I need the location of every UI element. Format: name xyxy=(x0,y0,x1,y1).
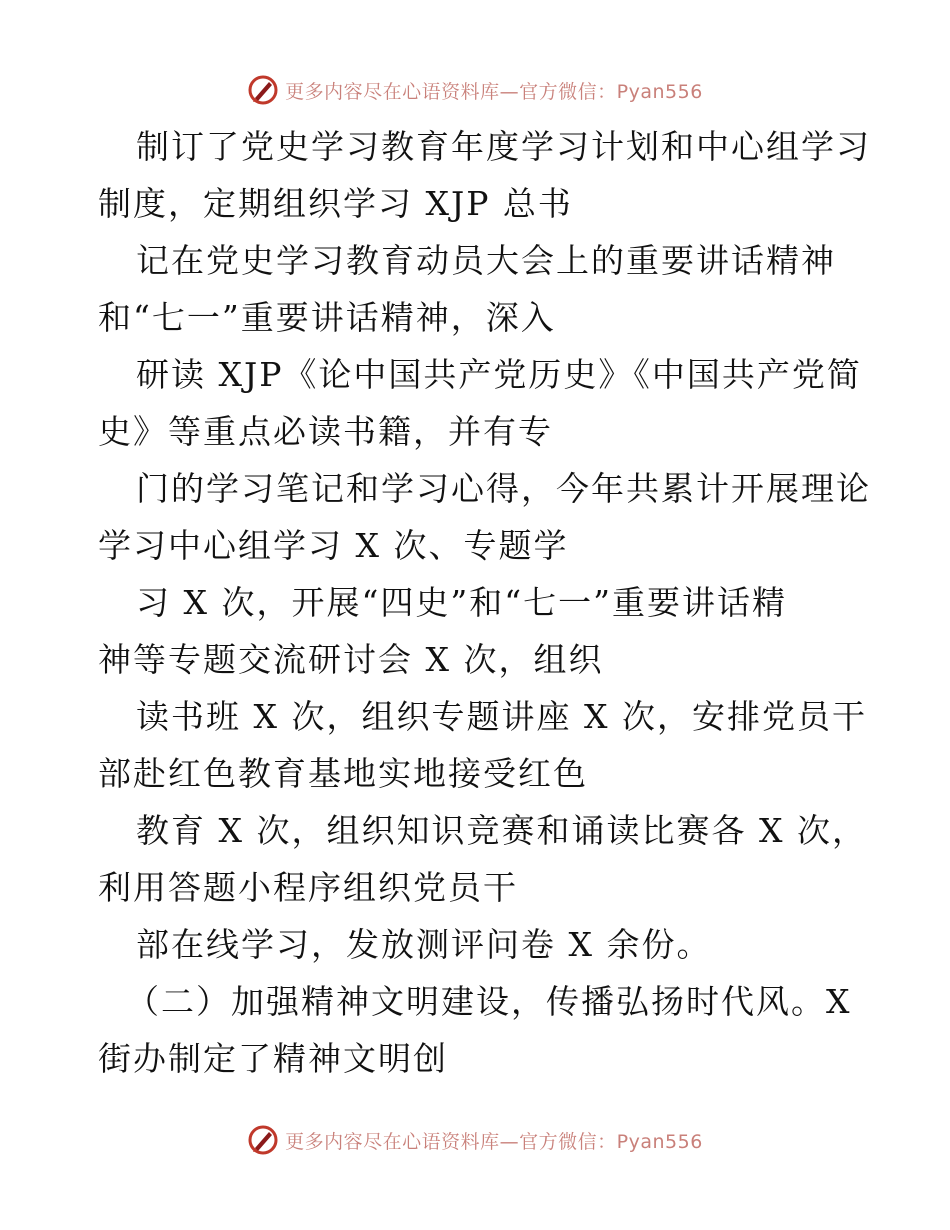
text-line: 利用答题小程序组织党员干 xyxy=(98,868,518,907)
watermark-text: 更多内容尽在心语资料库—官方微信：Pyan556 xyxy=(285,1130,703,1153)
text-line: 记在党史学习教育动员大会上的重要讲话精神 xyxy=(136,241,836,280)
footer-watermark xyxy=(0,1120,950,1160)
text-line: 门的学习笔记和学习心得，今年共累计开展理论 xyxy=(136,469,871,508)
text-line: 习 X 次，开展“四史”和“七一”重要讲话精 xyxy=(136,583,787,622)
text-line: 史》等重点必读书籍，并有专 xyxy=(98,412,553,451)
text-line: 教育 X 次，组织知识竞赛和诵读比赛各 X 次， xyxy=(136,811,867,850)
text-line: 神等专题交流研讨会 X 次，组织 xyxy=(98,640,604,679)
text-line: 读书班 X 次，组织专题讲座 X 次，安排党员干 xyxy=(136,697,867,736)
text-line: 部赴红色教育基地实地接受红色 xyxy=(98,754,588,793)
text-line: 部在线学习，发放测评问卷 X 余份。 xyxy=(136,925,712,964)
watermark-text: 更多内容尽在心语资料库—官方微信：Pyan556 xyxy=(285,80,703,103)
document-body xyxy=(98,118,871,1087)
pen-logo-icon xyxy=(247,74,279,106)
text-line: 和“七一”重要讲话精神，深入 xyxy=(98,298,556,337)
text-line: 街办制定了精神文明创 xyxy=(98,1039,448,1078)
pen-logo-icon xyxy=(247,1124,279,1156)
header-watermark xyxy=(0,70,950,110)
text-line: 制度，定期组织学习 XJP 总书 xyxy=(98,184,573,223)
section-heading-line: （二）加强精神文明建设，传播弘扬时代风。X xyxy=(126,982,852,1021)
text-line: 学习中心组学习 X 次、专题学 xyxy=(98,526,569,565)
text-line: 研读 XJP《论中国共产党历史》《中国共产党简 xyxy=(136,355,862,394)
text-line: 制订了党史学习教育年度学习计划和中心组学习 xyxy=(136,127,871,166)
